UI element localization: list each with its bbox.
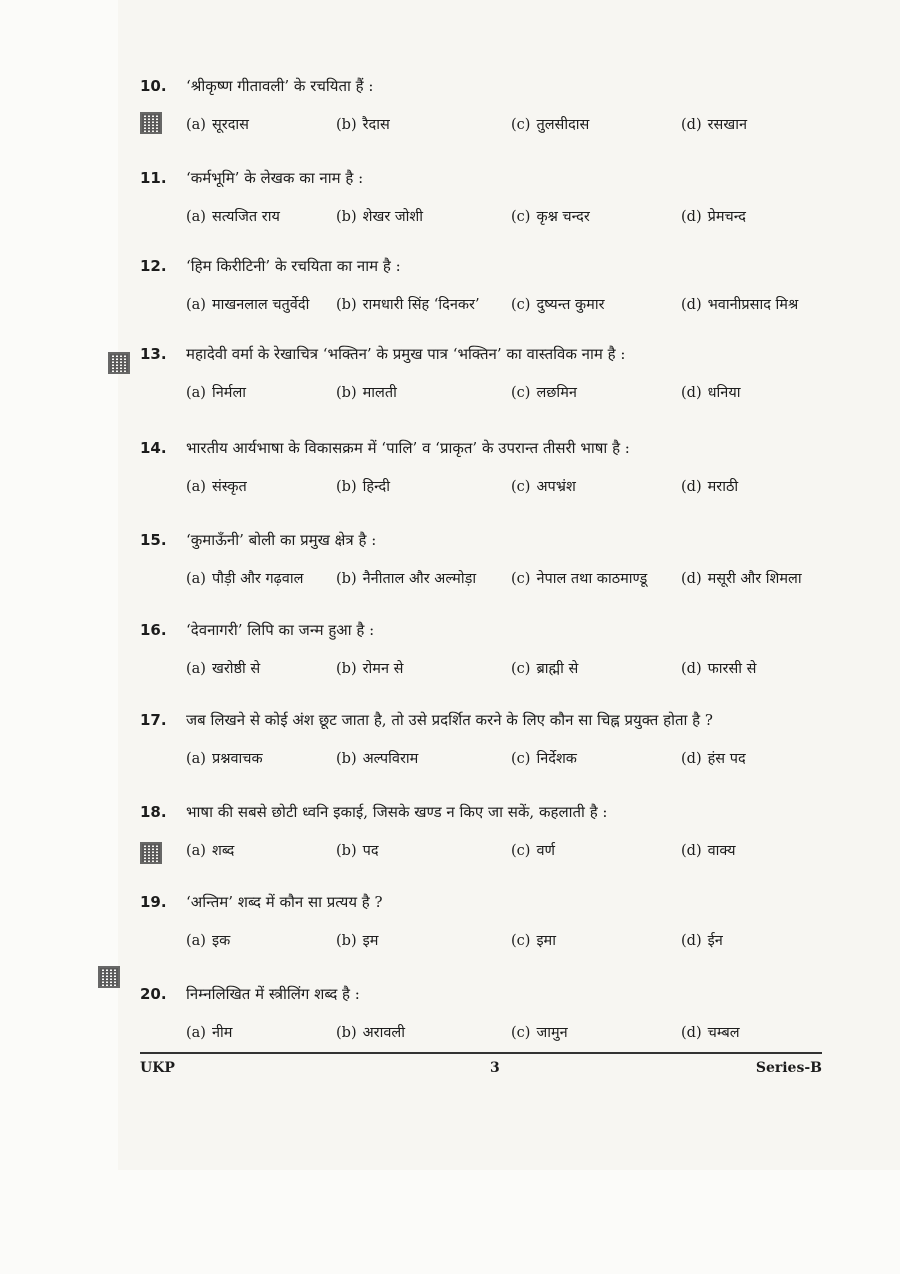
question-number: 12.: [140, 257, 167, 275]
question-number: 19.: [140, 893, 167, 911]
option-text: अल्पविराम: [362, 751, 419, 767]
option-text: दुष्यन्त कुमार: [536, 297, 605, 313]
question-20: [140, 984, 800, 1048]
question-number: 14.: [140, 439, 167, 457]
option-text: सूरदास: [211, 117, 249, 133]
option-text: तुलसीदास: [536, 117, 590, 133]
option-text: प्रेमचन्द: [707, 209, 746, 225]
options-row: [186, 476, 800, 502]
option-text: इम: [362, 933, 379, 949]
option-label: (b): [336, 385, 357, 401]
option-label: (a): [186, 117, 206, 133]
option-label: (d): [681, 661, 702, 677]
option-a: [186, 658, 260, 678]
question-number: 11.: [140, 169, 167, 187]
question-number: 17.: [140, 711, 167, 729]
option-text: मसूरी और शिमला: [707, 571, 802, 587]
option-text: इक: [211, 933, 231, 949]
option-label: (d): [681, 933, 702, 949]
option-label: (c): [511, 933, 531, 949]
option-text: इमा: [536, 933, 556, 949]
option-label: (c): [511, 385, 531, 401]
option-label: (c): [511, 661, 531, 677]
question-17: [140, 710, 800, 774]
option-text: हंस पद: [707, 751, 746, 767]
option-label: (c): [511, 297, 531, 313]
option-label: (d): [681, 117, 702, 133]
option-d: [681, 1022, 740, 1042]
option-text: माखनलाल चतुर्वेदी: [211, 297, 310, 313]
option-a: [186, 748, 263, 768]
option-d: [681, 114, 747, 134]
options-row: [186, 568, 800, 594]
option-label: (c): [511, 209, 531, 225]
option-c: [511, 1022, 568, 1042]
option-text: फारसी से: [707, 661, 757, 677]
option-label: (d): [681, 479, 702, 495]
options-row: [186, 114, 800, 140]
option-label: (a): [186, 933, 206, 949]
option-label: (c): [511, 117, 531, 133]
option-text: प्रश्नवाचक: [211, 751, 263, 767]
option-label: (a): [186, 843, 206, 859]
option-c: [511, 114, 589, 134]
option-label: (a): [186, 751, 206, 767]
option-text: शेखर जोशी: [362, 209, 423, 225]
option-label: (c): [511, 751, 531, 767]
option-text: नीम: [211, 1025, 233, 1041]
option-label: (b): [336, 209, 357, 225]
option-b: [336, 114, 390, 134]
option-text: हिन्दी: [362, 479, 390, 495]
option-label: (a): [186, 479, 206, 495]
question-19: [140, 892, 800, 956]
question-number: 20.: [140, 985, 167, 1003]
option-label: (b): [336, 751, 357, 767]
question-10: [140, 76, 800, 140]
option-a: [186, 382, 246, 402]
question-stem: [140, 892, 800, 916]
option-b: [336, 476, 390, 496]
question-number: 10.: [140, 77, 167, 95]
option-label: (c): [511, 843, 531, 859]
option-text: अपभ्रंश: [536, 479, 576, 495]
option-text: निर्देशक: [536, 751, 577, 767]
option-b: [336, 568, 476, 588]
option-text: जामुन: [536, 1025, 568, 1041]
options-row: [186, 658, 800, 684]
question-stem: [140, 344, 800, 368]
option-b: [336, 840, 379, 860]
option-c: [511, 568, 647, 588]
option-a: [186, 840, 234, 860]
option-text: नेपाल तथा काठमाण्डू: [536, 571, 648, 587]
question-14: [140, 438, 800, 502]
question-text: भारतीय आर्यभाषा के विकासक्रम में ‘पालि’ व ‘प्राकृत’ के उपरान्त तीसरी भाषा है :: [186, 439, 630, 457]
option-text: रसखान: [707, 117, 748, 133]
page-number: 3: [490, 1060, 500, 1076]
question-stem: [140, 710, 800, 734]
footer-series: Series-B: [755, 1060, 822, 1076]
options-row: [186, 294, 800, 320]
option-label: (d): [681, 751, 702, 767]
option-label: (b): [336, 571, 357, 587]
option-text: लछमिन: [536, 385, 577, 401]
options-row: [186, 206, 800, 232]
option-label: (d): [681, 1025, 702, 1041]
option-label: (b): [336, 1025, 357, 1041]
question-number: 15.: [140, 531, 167, 549]
option-b: [336, 1022, 405, 1042]
question-text: महादेवी वर्मा के रेखाचित्र ‘भक्तिन’ के प्रमुख पात्र ‘भक्तिन’ का वास्तविक नाम है :: [186, 345, 626, 363]
question-12: [140, 256, 800, 320]
option-label: (d): [681, 209, 702, 225]
option-c: [511, 476, 576, 496]
option-text: रोमन से: [362, 661, 404, 677]
question-18: [140, 802, 800, 866]
question-15: [140, 530, 800, 594]
options-row: [186, 930, 800, 956]
option-d: [681, 930, 723, 950]
option-text: मालती: [362, 385, 397, 401]
option-label: (b): [336, 479, 357, 495]
option-text: सत्यजित राय: [211, 209, 280, 225]
option-text: मराठी: [707, 479, 739, 495]
option-text: धनिया: [707, 385, 741, 401]
option-c: [511, 930, 556, 950]
option-c: [511, 748, 577, 768]
option-b: [336, 382, 397, 402]
option-b: [336, 294, 480, 314]
option-a: [186, 294, 309, 314]
question-text: ‘हिम किरीटिनी’ के रचयिता का नाम है :: [186, 257, 401, 275]
question-13: [140, 344, 800, 408]
option-text: पद: [362, 843, 379, 859]
option-b: [336, 930, 378, 950]
option-label: (b): [336, 933, 357, 949]
option-label: (b): [336, 661, 357, 677]
question-16: [140, 620, 800, 684]
option-c: [511, 840, 555, 860]
option-d: [681, 294, 798, 314]
option-label: (d): [681, 385, 702, 401]
option-text: चम्बल: [707, 1025, 740, 1041]
option-a: [186, 476, 247, 496]
option-c: [511, 294, 605, 314]
options-row: [186, 840, 800, 866]
option-d: [681, 840, 736, 860]
option-label: (a): [186, 1025, 206, 1041]
question-stem: [140, 530, 800, 554]
question-text: भाषा की सबसे छोटी ध्वनि इकाई, जिसके खण्ड न किए जा सकें, कहलाती है :: [186, 803, 608, 821]
question-stem: [140, 984, 800, 1008]
question-text: ‘अन्तिम’ शब्द में कौन सा प्रत्यय है ?: [186, 893, 383, 911]
option-label: (a): [186, 571, 206, 587]
option-text: रामधारी सिंह ‘दिनकर’: [362, 297, 480, 313]
option-label: (d): [681, 843, 702, 859]
footer-code: UKP: [140, 1060, 175, 1076]
option-label: (b): [336, 297, 357, 313]
option-label: (d): [681, 571, 702, 587]
option-b: [336, 206, 423, 226]
option-text: ब्राह्मी से: [536, 661, 579, 677]
option-label: (a): [186, 661, 206, 677]
question-stem: [140, 620, 800, 644]
option-d: [681, 476, 738, 496]
option-label: (d): [681, 297, 702, 313]
option-text: नैनीताल और अल्मोड़ा: [362, 571, 477, 587]
question-text: ‘कर्मभूमि’ के लेखक का नाम है :: [186, 169, 364, 187]
option-text: संस्कृत: [211, 479, 247, 495]
qr-code-icon: [98, 966, 120, 988]
question-stem: [140, 438, 800, 462]
question-stem: [140, 76, 800, 100]
option-label: (c): [511, 1025, 531, 1041]
option-d: [681, 568, 802, 588]
option-text: ईन: [707, 933, 723, 949]
option-label: (a): [186, 385, 206, 401]
option-text: खरोष्ठी से: [211, 661, 261, 677]
question-text: निम्नलिखित में स्त्रीलिंग शब्द है :: [186, 985, 360, 1003]
question-number: 16.: [140, 621, 167, 639]
question-text: ‘श्रीकृष्ण गीतावली’ के रचयिता हैं :: [186, 77, 374, 95]
question-text: ‘कुमाऊँनी’ बोली का प्रमुख क्षेत्र है :: [186, 531, 377, 549]
option-text: रैदास: [362, 117, 390, 133]
option-a: [186, 114, 249, 134]
option-text: वर्ण: [536, 843, 555, 859]
option-text: पौड़ी और गढ़वाल: [211, 571, 304, 587]
options-row: [186, 382, 800, 408]
option-a: [186, 568, 303, 588]
option-c: [511, 206, 590, 226]
option-a: [186, 1022, 232, 1042]
option-text: अरावली: [362, 1025, 406, 1041]
option-b: [336, 748, 418, 768]
qr-code-icon: [108, 352, 130, 374]
option-label: (b): [336, 843, 357, 859]
option-d: [681, 382, 741, 402]
option-text: भवानीप्रसाद मिश्र: [707, 297, 799, 313]
option-c: [511, 658, 578, 678]
option-d: [681, 748, 746, 768]
question-text: ‘देवनागरी’ लिपि का जन्म हुआ है :: [186, 621, 375, 639]
question-text: जब लिखने से कोई अंश छूट जाता है, तो उसे प्रदर्शित करने के लिए कौन सा चिह्न प्रयुक्त होता है ?: [186, 711, 713, 729]
option-text: कृश्न चन्दर: [536, 209, 590, 225]
question-11: [140, 168, 800, 232]
question-number: 18.: [140, 803, 167, 821]
options-row: [186, 748, 800, 774]
option-label: (b): [336, 117, 357, 133]
option-label: (a): [186, 209, 206, 225]
option-d: [681, 658, 756, 678]
question-stem: [140, 802, 800, 826]
option-text: निर्मला: [211, 385, 247, 401]
option-text: वाक्य: [707, 843, 736, 859]
option-d: [681, 206, 746, 226]
option-c: [511, 382, 577, 402]
option-label: (c): [511, 479, 531, 495]
options-row: [186, 1022, 800, 1048]
option-b: [336, 658, 403, 678]
question-number: 13.: [140, 345, 167, 363]
option-text: शब्द: [211, 843, 235, 859]
option-a: [186, 206, 280, 226]
option-label: (c): [511, 571, 531, 587]
question-stem: [140, 256, 800, 280]
option-a: [186, 930, 230, 950]
question-stem: [140, 168, 800, 192]
option-label: (a): [186, 297, 206, 313]
page-footer: [140, 1052, 822, 1076]
